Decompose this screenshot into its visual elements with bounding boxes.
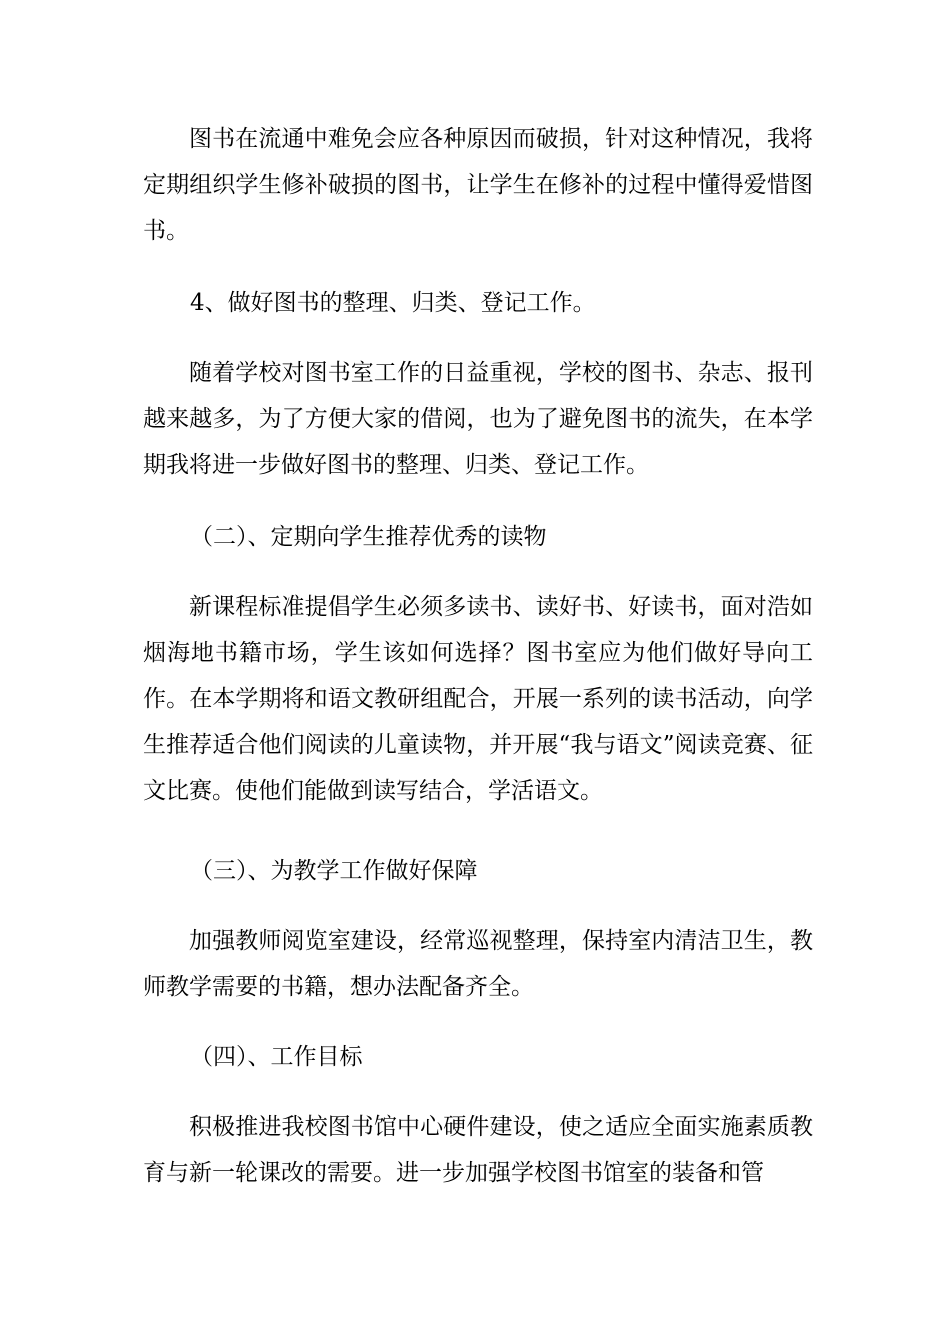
heading-work-goals: （四）、工作目标 xyxy=(190,1044,363,1070)
heading-teaching-support: （三）、为教学工作做好保障 xyxy=(190,858,478,884)
heading-organize-books: 4、做好图书的整理、归类、登记工作。 xyxy=(190,290,596,316)
paragraph-work-goals: 积极推进我校图书馆中心硬件建设，使之适应全面实施素质教育与新一轮课改的需要。进一步加强学校图书馆室的装备和管 xyxy=(143,1114,813,1186)
paragraph-teaching-support: 加强教师阅览室建设，经常巡视整理，保持室内清洁卫生，教师教学需要的书籍，想办法配备齐全。 xyxy=(143,928,813,1000)
heading-recommend-reading: （二）、定期向学生推荐优秀的读物 xyxy=(190,524,547,550)
paragraph-recommend-reading: 新课程标准提倡学生必须多读书、读好书、好读书，面对浩如烟海地书籍市场，学生该如何选择？图书室应为他们做好导向工作。在本学期将和语文教研组配合，开展一系列的读书活动，向学生推荐适合他们阅读的儿童读物，并开展“我与语文”阅读竞赛、征文比赛。使他们能做到读写结合，学活语文。 xyxy=(143,594,813,804)
paragraph-book-repair: 图书在流通中难免会应各种原因而破损，针对这种情况，我将定期组织学生修补破损的图书，让学生在修补的过程中懂得爱惜图书。 xyxy=(143,126,813,244)
paragraph-organize-books: 随着学校对图书室工作的日益重视，学校的图书、杂志、报刊越来越多，为了方便大家的借阅，也为了避免图书的流失，在本学期我将进一步做好图书的整理、归类、登记工作。 xyxy=(143,360,813,478)
